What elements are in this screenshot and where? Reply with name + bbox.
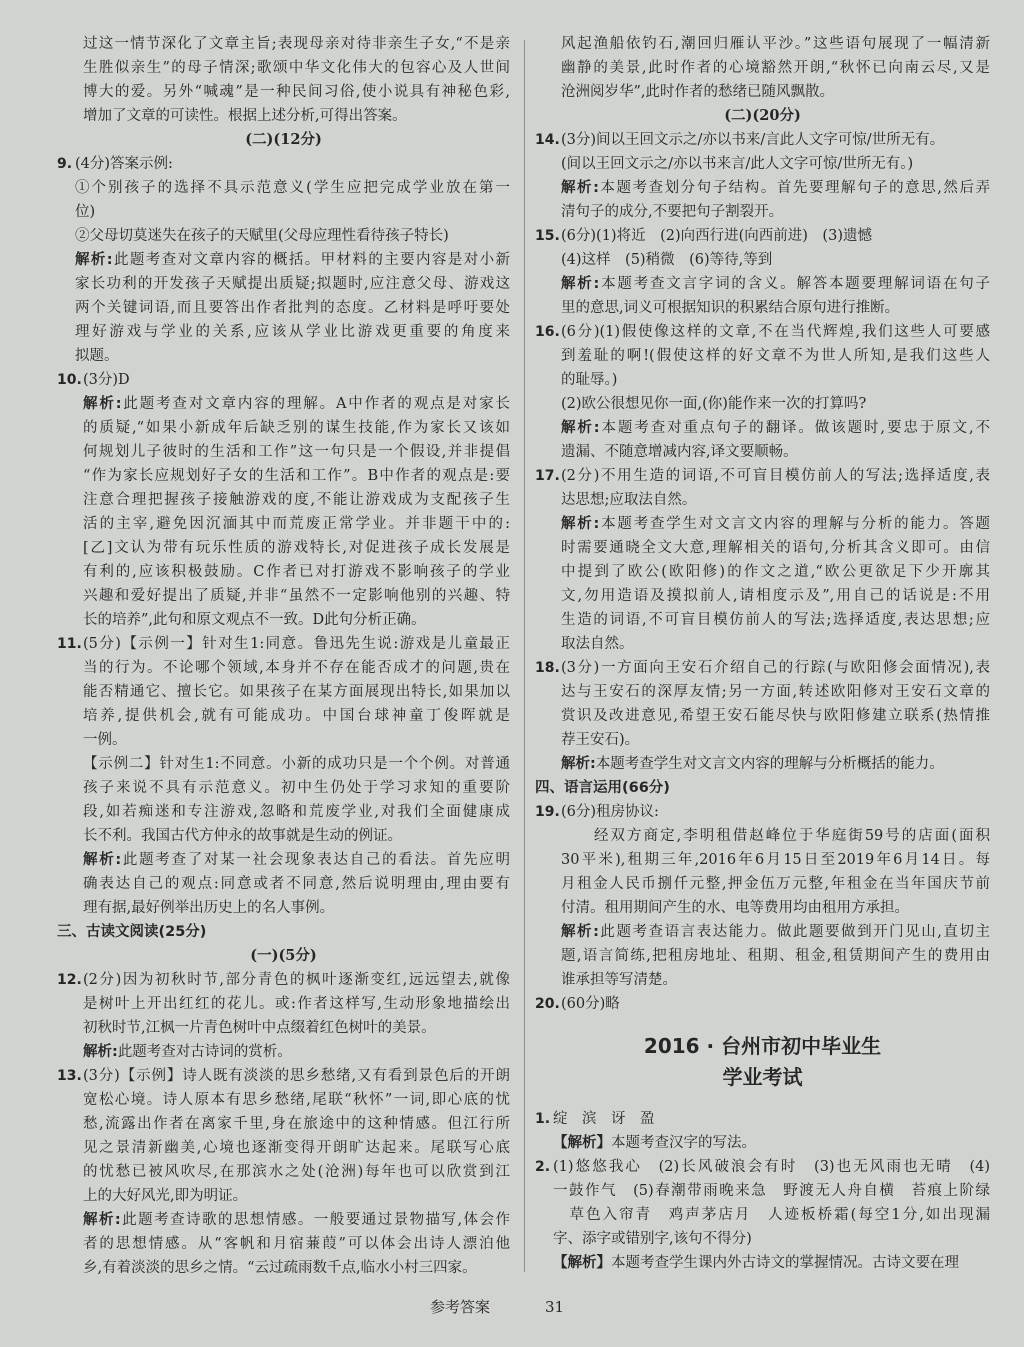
section-heading: 四、语言运用(66分) — [535, 780, 670, 796]
text-line — [83, 872, 510, 896]
line-text: 付清。租用期间产生的水、电等费用均由租用方承担。 — [561, 900, 909, 916]
analysis-label: 解析: — [83, 1044, 118, 1060]
line-text: (3分)一方面向王安石介绍自己的行踪(与欧阳修会面情况),表 — [561, 660, 990, 676]
exam-title-line: 2016 · 台州市初中毕业生 — [643, 1034, 882, 1058]
analysis-paragraph — [83, 1208, 510, 1280]
line-text: 沧洲阅岁华”,此时作者的愁绪已随风飘散。 — [561, 84, 835, 100]
text-line — [561, 344, 990, 368]
line-text: (3分)D — [83, 372, 130, 388]
text-line — [561, 368, 990, 392]
answer-item — [57, 968, 510, 1064]
answer-paragraph — [75, 176, 510, 224]
line-text: 愁,流露出作者在离家千里,身在旅途中的这种情感。但江行所 — [83, 1116, 510, 1132]
right-column — [535, 32, 990, 1275]
answer-paragraph — [561, 800, 990, 824]
analysis-label: 解析: — [561, 180, 599, 196]
line-text: 生胜似亲生”的母子情深;歌颂中华文化伟大的包容心及人世间 — [83, 60, 510, 76]
line-text: 此题考查语言表达能力。做此题要做到开门见山,直切主 — [598, 924, 990, 940]
line-text: 本题考查学生课内外古诗文的掌握情况。古诗文要在理 — [611, 1255, 959, 1271]
analysis-label: 【解析】 — [553, 1135, 611, 1151]
text-line — [83, 104, 510, 128]
exam-title-line: 学业考试 — [722, 1065, 803, 1089]
line-text: 孩子来说不具有示范意义。初中生仍处于学习求知的重要阶 — [83, 780, 510, 796]
answer-paragraph — [83, 752, 510, 848]
text-line — [75, 176, 510, 200]
item-number: 16. — [535, 324, 560, 340]
line-text: 理有据,最好例举出历史上的名人事例。 — [83, 900, 335, 916]
text-line — [83, 1232, 510, 1256]
text-line — [561, 632, 990, 656]
line-text: 本题考查汉字的写法。 — [611, 1135, 756, 1151]
answer-continuation — [57, 32, 510, 128]
line-text: 确表达自己的观点:同意或者不同意,然后说明理由,理由要有 — [83, 876, 510, 892]
text-line — [83, 1136, 510, 1160]
line-text: (4分)答案示例: — [75, 156, 173, 172]
line-text: 上的大好风光,即为明证。 — [83, 1188, 248, 1204]
line-text: 乡,有着淡淡的思乡之情。“云过疏雨数千点,临水小村三四家。 — [83, 1260, 477, 1276]
answer-item — [535, 992, 990, 1016]
text-line — [83, 584, 510, 608]
answer-paragraph — [561, 128, 990, 152]
line-text: (1)悠悠我心 (2)长风破浪会有时 (3)也无风雨也无晴 (4) — [553, 1159, 990, 1175]
text-line — [561, 320, 990, 344]
line-text: 者的思想情感。从“客帆和月宿蒹葭”可以体会出诗人漂泊他 — [83, 1236, 510, 1252]
line-text: 【示例二】针对生1:不同意。小新的成功只是一个个例。对普通 — [83, 756, 510, 772]
line-text: 月租金人民币捌仟元整,押金伍万元整,年租金在当年国庆节前 — [561, 876, 990, 892]
line-text: 经双方商定,李明租借赵峰位于华庭街59号的店面(面积 — [561, 828, 990, 844]
item-number: 2. — [535, 1159, 551, 1175]
answer-item — [535, 320, 990, 464]
text-line — [83, 1184, 510, 1208]
text-line — [561, 392, 990, 416]
text-line — [83, 704, 510, 728]
footer-label: 参考答案 — [430, 1298, 491, 1316]
line-text: (4)这样 (5)稍微 (6)等待,等到 — [561, 252, 773, 268]
text-line — [561, 416, 990, 440]
line-text: 清句子的成分,不要把句子割裂开。 — [561, 204, 784, 220]
line-text: “作为家长应规划好子女的生活和工作”。B中作者的观点是:要 — [83, 468, 510, 484]
text-line — [75, 248, 510, 272]
text-line — [75, 152, 510, 176]
line-text: (6分)租房协议: — [561, 804, 659, 820]
line-text: 活的主宰,避免因沉湎其中而荒废正常学业。并非题干中的: — [83, 516, 510, 532]
text-line — [83, 632, 510, 656]
text-line — [83, 440, 510, 464]
answer-item — [535, 800, 990, 992]
answer-paragraph — [83, 632, 510, 752]
line-text: 段,如若痴迷和专注游戏,忽略和荒废学业,对我们全面健康成 — [83, 804, 510, 820]
text-line — [83, 392, 510, 416]
text-line — [561, 992, 990, 1016]
line-text: 长不利。我国古代方仲永的故事就是生动的例证。 — [83, 828, 402, 844]
line-text: 此题考查对古诗词的赏析。 — [117, 1044, 292, 1060]
text-line — [83, 80, 510, 104]
line-text: 本题考查学生对文言文内容的理解与分析的能力。答题 — [599, 516, 990, 532]
text-line — [83, 464, 510, 488]
answer-item — [57, 632, 510, 920]
text-line — [83, 560, 510, 584]
text-line — [561, 128, 990, 152]
line-text: 一例。 — [83, 732, 127, 748]
answer-paragraph — [561, 152, 990, 176]
answer-paragraph — [561, 392, 990, 416]
analysis-label: 解析: — [561, 756, 596, 772]
text-line — [83, 896, 510, 920]
text-line — [561, 200, 990, 224]
line-text: 荐王安石)。 — [561, 732, 640, 748]
text-line — [561, 800, 990, 824]
analysis-paragraph — [561, 920, 990, 992]
line-text: 文,勿用造语及摸拟前人,请相度示及”,用自己的话说是:不用 — [561, 588, 990, 604]
text-line — [561, 944, 990, 968]
line-text: 此题考查对文章内容的理解。A中作者的观点是对家长 — [121, 396, 510, 412]
text-line — [561, 680, 990, 704]
text-line — [75, 296, 510, 320]
answer-paragraph — [83, 1064, 510, 1208]
line-text: (6分)(1)将近 (2)向西行进(向西前进) (3)遗憾 — [561, 228, 872, 244]
text-line — [83, 680, 510, 704]
analysis-paragraph — [561, 512, 990, 656]
text-line — [553, 1131, 990, 1155]
text-line — [561, 560, 990, 584]
line-text: 初秋时节,江枫一片青色树叶中点缀着红色树叶的美景。 — [83, 1020, 436, 1036]
text-line — [75, 272, 510, 296]
text-line — [83, 1016, 510, 1040]
analysis-paragraph — [83, 392, 510, 632]
text-line — [83, 608, 510, 632]
analysis-paragraph — [561, 752, 990, 776]
line-text: 赏识及改进意见,希望王安石能尽快与欧阳修建立联系(热情推 — [561, 708, 990, 724]
text-line — [561, 656, 990, 680]
subsection-heading: (二)(20分) — [724, 107, 801, 124]
item-number: 12. — [57, 972, 82, 988]
text-line — [553, 1251, 990, 1275]
text-line — [561, 296, 990, 320]
line-text: ②父母切莫迷失在孩子的天赋里(父母应理性看待孩子特长) — [75, 228, 449, 244]
answer-paragraph — [561, 464, 990, 512]
line-text: 风起渔船依钓石,潮回归雁认平沙。”这些语句展现了一幅清新 — [561, 36, 990, 52]
line-text: 达思想;应取法自然。 — [561, 492, 697, 508]
text-line — [561, 608, 990, 632]
analysis-paragraph — [553, 1251, 990, 1275]
line-text: 谁承担等写清楚。 — [561, 972, 677, 988]
line-text: 见之景清新幽美,心境也逐渐变得开朗旷达起来。尾联写心底 — [83, 1140, 510, 1156]
text-line — [561, 272, 990, 296]
line-text: 本题考查文言字词的含义。解答本题要理解词语在句子 — [599, 276, 990, 292]
text-line — [561, 512, 990, 536]
analysis-paragraph — [83, 848, 510, 920]
text-line — [561, 80, 990, 104]
item-number: 11. — [57, 636, 82, 652]
text-line — [83, 800, 510, 824]
text-line — [83, 368, 510, 392]
text-line — [553, 1179, 990, 1203]
line-text: (60分)略 — [561, 996, 620, 1012]
line-text: 位) — [75, 204, 96, 220]
text-line — [553, 1155, 990, 1179]
item-number: 17. — [535, 468, 560, 484]
left-column — [57, 32, 510, 1280]
answer-paragraph — [561, 320, 990, 392]
line-text: 一鼓作气 (5)春潮带雨晚来急 野渡无人舟自横 苔痕上阶绿 — [553, 1183, 990, 1199]
analysis-paragraph — [561, 416, 990, 464]
text-line — [561, 248, 990, 272]
line-text: 此题考查对文章内容的概括。甲材料的主要内容是对小新 — [112, 252, 510, 268]
text-line — [561, 848, 990, 872]
line-text: 两个关键词语,而且要答出作者批判的态度。乙材料是呼吁要处 — [75, 300, 510, 316]
line-text: 里的意思,词义可根据知识的积累结合原句进行推断。 — [561, 300, 900, 316]
answer-item — [57, 152, 510, 368]
line-text: 注意合理把握孩子接触游戏的度,不能让游戏成为支配孩子生 — [83, 492, 510, 508]
text-line — [83, 488, 510, 512]
item-number: 10. — [57, 372, 82, 388]
text-line — [83, 824, 510, 848]
text-line — [561, 752, 990, 776]
item-number: 18. — [535, 660, 560, 676]
text-line — [83, 1208, 510, 1232]
answer-paragraph — [561, 824, 990, 920]
answer-paragraph — [561, 992, 990, 1016]
line-text: 的耻辱。) — [561, 372, 618, 388]
line-text: (5分)【示例一】针对生1:同意。鲁迅先生说:游戏是儿童最正 — [83, 636, 510, 652]
text-line — [553, 1107, 990, 1131]
line-text: 博大的爱。另外“喊魂”是一种民间习俗,使小说具有神秘色彩, — [83, 84, 510, 100]
answer-paragraph — [75, 224, 510, 248]
line-text: 取法自然。 — [561, 636, 634, 652]
text-line — [561, 824, 990, 848]
text-line — [83, 968, 510, 992]
answer-paragraph — [553, 1155, 990, 1251]
section-heading: 三、古读文阅读(25分) — [57, 924, 207, 940]
answer-paragraph — [75, 152, 510, 176]
line-text: (2分)不用生造的词语,不可盲目模仿前人的写法;选择适度,表 — [561, 468, 990, 484]
answer-paragraph — [83, 368, 510, 392]
column-divider — [524, 40, 525, 1272]
text-line — [83, 1040, 510, 1064]
text-line — [561, 896, 990, 920]
text-line — [83, 728, 510, 752]
line-text: 何规划儿子彼时的生活和工作”这一句只是一个假设,并非提倡 — [83, 444, 510, 460]
analysis-label: 解析: — [561, 276, 600, 292]
text-line — [561, 440, 990, 464]
item-number: 19. — [535, 804, 560, 820]
line-text: 字、添字或错别字,该句不得分) — [553, 1231, 752, 1247]
text-line — [83, 1112, 510, 1136]
line-text: 理好游戏与学业的关系,应该从学业比游戏更重要的角度来 — [75, 324, 510, 340]
analysis-label: 解析: — [83, 396, 122, 412]
text-line — [83, 1160, 510, 1184]
text-line — [553, 1203, 990, 1227]
item-number: 9. — [57, 156, 73, 172]
answer-paragraph — [553, 1107, 990, 1131]
answer-paragraph — [561, 656, 990, 752]
line-text: 遗漏、不随意增减内容,译文要顺畅。 — [561, 444, 798, 460]
text-line — [83, 512, 510, 536]
line-text: 幽静的美景,此时作者的心境豁然开朗,“秋怀已向南云尽,又是 — [561, 60, 990, 76]
text-line — [83, 32, 510, 56]
line-text: 达与王安石的深厚友情;另一方面,转述欧阳修对王安石文章的 — [561, 684, 990, 700]
subsection-heading: (二)(12分) — [245, 131, 322, 148]
text-line — [75, 320, 510, 344]
text-line — [83, 1256, 510, 1280]
answer-paragraph — [561, 248, 990, 272]
text-line — [561, 464, 990, 488]
line-text: 30平米),租期三年,2016年6月15日至2019年6月14日。每 — [561, 852, 990, 868]
analysis-paragraph — [561, 176, 990, 224]
text-line — [75, 200, 510, 224]
text-line — [561, 968, 990, 992]
line-text: 家长功利的开发孩子天赋提出质疑;拟题时,应注意父母、游戏这 — [75, 276, 510, 292]
answer-item — [535, 464, 990, 656]
line-text: 增加了文章的可读性。根据上述分析,可得出答案。 — [83, 108, 407, 124]
text-line — [561, 32, 990, 56]
analysis-label: 解析: — [561, 924, 599, 940]
analysis-paragraph — [561, 272, 990, 320]
line-text: 本题考查划分句子结构。首先要理解句子的意思,然后弄 — [598, 180, 990, 196]
line-text: 题,语言简练,把租房地址、租期、租金,租赁期间产生的费用由 — [561, 948, 990, 964]
line-text: 到羞耻的啊!(假使这样的好文章不为世人所知,是我们这些人 — [561, 348, 990, 364]
text-line — [83, 848, 510, 872]
line-text: 中提到了欧公(欧阳修)的作文之道,“欧公更欲足下少开廓其 — [561, 564, 990, 580]
text-line — [561, 152, 990, 176]
answer-paragraph — [561, 32, 990, 104]
line-text: [乙]文认为带有玩乐性质的游戏特长,对促进孩子成长发展是 — [83, 540, 510, 556]
answer-paragraph — [83, 968, 510, 1040]
line-text: 此题考查诗歌的思想情感。一般要通过景物描写,体会作 — [120, 1212, 510, 1228]
text-line — [83, 656, 510, 680]
analysis-label: 【解析】 — [553, 1255, 611, 1271]
item-number: 1. — [535, 1111, 551, 1127]
text-line — [561, 728, 990, 752]
text-line — [83, 1088, 510, 1112]
text-line — [83, 752, 510, 776]
text-line — [561, 704, 990, 728]
text-line — [83, 776, 510, 800]
answer-item — [535, 1107, 990, 1155]
analysis-paragraph — [553, 1131, 990, 1155]
text-line — [75, 224, 510, 248]
line-text: 宽松心境。诗人原本有思乡愁绪,尾联“秋怀”一词,即心底的忧 — [83, 1092, 510, 1108]
analysis-paragraph — [75, 248, 510, 368]
line-text: 本题考查学生对文言文内容的理解与分析概括的能力。 — [595, 756, 944, 772]
answer-paragraph — [83, 32, 510, 128]
analysis-label: 解析: — [561, 516, 600, 532]
line-text: ①个别孩子的选择不具示范意义(学生应把完成学业放在第一 — [75, 180, 510, 196]
line-text: 过这一情节深化了文章主旨;表现母亲对待非亲生子女,“不是亲 — [83, 36, 510, 52]
line-text: 能否精通它、擅长它。如果孩子在某方面展现出特长,如果加以 — [83, 684, 510, 700]
page-number: 31 — [545, 1298, 565, 1316]
item-number: 14. — [535, 132, 560, 148]
line-text: (间以王回文示之/亦以书来言/此人文字可惊/世所无有。) — [561, 156, 914, 172]
text-line — [561, 56, 990, 80]
line-text: 生造的词语,不可盲目模仿前人的写法;选择适度,表达思想;应 — [561, 612, 990, 628]
answer-item — [535, 1155, 990, 1275]
text-line — [75, 344, 510, 368]
text-line — [83, 1064, 510, 1088]
answer-item — [535, 656, 990, 776]
line-text: 拟题。 — [75, 348, 119, 364]
line-text: (3分)【示例】诗人既有淡淡的思乡愁绪,又有看到景色后的开朗 — [83, 1068, 510, 1084]
line-text: (3分)间以王回文示之/亦以书来/言此人文字可惊/世所无有。 — [561, 132, 945, 148]
line-text: 兴趣和爱好提出了质疑,并非“虽然不一定影响他别的兴趣、特 — [83, 588, 510, 604]
line-text: 此题考查了对某一社会现象表达自己的看法。首先应明 — [121, 852, 510, 868]
line-text: 当的行为。不论哪个领域,本身并不存在能否成才的问题,贵在 — [83, 660, 510, 676]
text-line — [561, 536, 990, 560]
subsection-heading: (一)(5分) — [250, 947, 317, 964]
answer-item — [535, 224, 990, 320]
text-line — [561, 920, 990, 944]
text-line — [83, 536, 510, 560]
analysis-label: 解析: — [561, 420, 600, 436]
item-number: 20. — [535, 996, 560, 1012]
answer-paragraph — [561, 224, 990, 248]
analysis-paragraph — [83, 1040, 510, 1064]
line-text: 本题考查对重点句子的翻译。做该题时,要忠于原文,不 — [599, 420, 990, 436]
text-line — [561, 224, 990, 248]
text-line — [83, 416, 510, 440]
text-line — [553, 1227, 990, 1251]
item-number: 13. — [57, 1068, 82, 1084]
item-number: 15. — [535, 228, 560, 244]
text-line — [83, 56, 510, 80]
line-text: (6分)(1)假使像这样的文章,不在当代辉煌,我们这些人可要感 — [561, 324, 990, 340]
text-line — [561, 872, 990, 896]
answer-item — [57, 368, 510, 632]
line-text: 的质疑,“如果小新成年后缺乏别的谋生技能,作为家长又该如 — [83, 420, 510, 436]
analysis-label: 解析: — [83, 1212, 121, 1228]
text-line — [561, 488, 990, 512]
line-text: 培养,提供机会,就有可能成功。中国台球神童丁俊晖就是 — [83, 708, 510, 724]
answer-continuation — [535, 32, 990, 104]
text-line — [561, 176, 990, 200]
line-text: (2分)因为初秋时节,部分青色的枫叶逐渐变红,远远望去,就像 — [83, 972, 510, 988]
text-line — [83, 992, 510, 1016]
analysis-label: 解析: — [75, 252, 113, 268]
line-text: 的忧愁已被风吹尽,在那滨水之处(沧洲)每年也可以欣赏到江 — [83, 1164, 510, 1180]
answer-item — [57, 1064, 510, 1280]
analysis-label: 解析: — [83, 852, 122, 868]
line-text: 草色入帘青 鸡声茅店月 人迹板桥霜(每空1分,如出现漏 — [553, 1207, 990, 1223]
line-text: 绽 滨 讶 盈 — [553, 1111, 655, 1127]
exam-title — [535, 1031, 990, 1093]
line-text: 长的培养”,此句和原文观点不一致。D此句分析正确。 — [83, 612, 426, 628]
text-line — [561, 584, 990, 608]
line-text: 有利的,应该积极鼓励。C作者已对打游戏不影响孩子的学业 — [83, 564, 510, 580]
line-text: 时需要通晓全文大意,理解相关的语句,分析其含义即可。由信 — [561, 540, 990, 556]
answer-item — [535, 128, 990, 224]
line-text: (2)欧公很想见你一面,(你)能作来一次的打算吗? — [561, 396, 867, 412]
line-text: 是树叶上开出红红的花儿。或:作者这样写,生动形象地描绘出 — [83, 996, 510, 1012]
